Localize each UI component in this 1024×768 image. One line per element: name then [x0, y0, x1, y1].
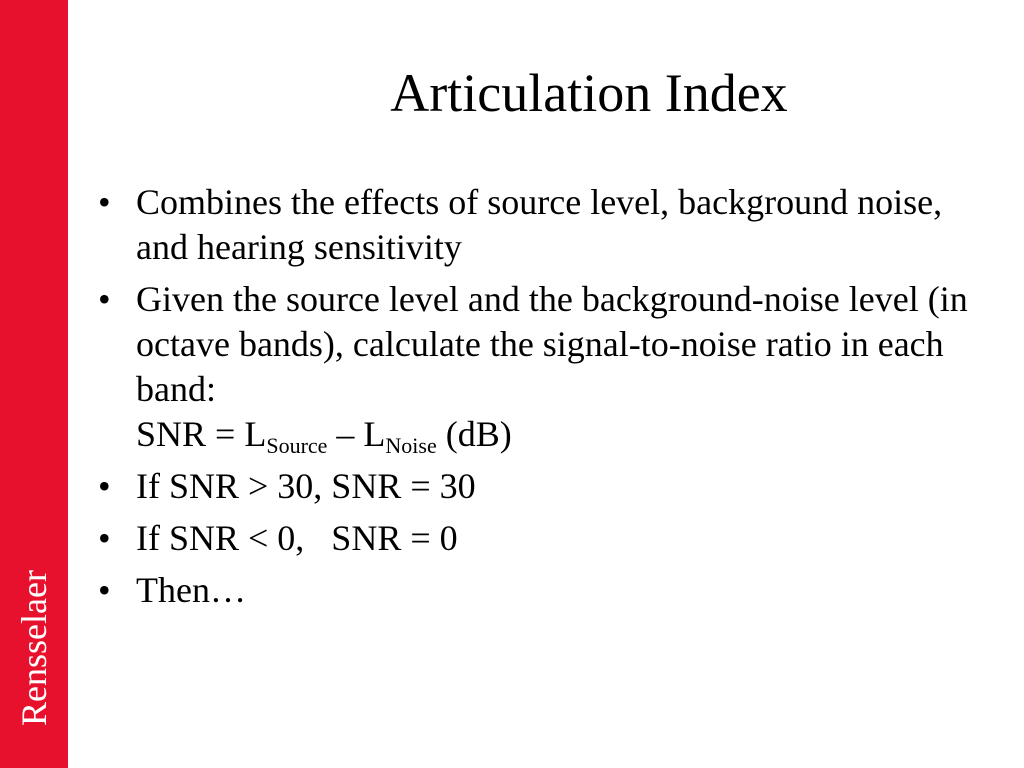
slide-title: Articulation Index	[390, 63, 788, 123]
bullet-item	[98, 464, 998, 509]
brand-sidebar	[0, 0, 68, 768]
bullet-item	[98, 568, 998, 613]
bullet-dot-icon: •	[98, 182, 111, 222]
formula-subscript-source: Source	[266, 433, 328, 458]
snr-formula	[136, 414, 512, 458]
bullet-dot-icon: •	[98, 466, 111, 506]
bullet-item	[98, 277, 998, 457]
bullet-text: Then…	[136, 570, 246, 610]
bullet-dot-icon: •	[98, 518, 111, 558]
bullet-text: If SNR < 0, SNR = 0	[136, 518, 458, 558]
bullet-dot-icon: •	[98, 570, 111, 610]
bullet-item	[98, 180, 998, 270]
bullet-item	[98, 516, 998, 561]
formula-suffix: (dB)	[436, 414, 512, 454]
bullet-dot-icon: •	[98, 279, 111, 319]
bullet-list	[98, 180, 998, 620]
formula-middle: – L	[327, 414, 386, 454]
formula-prefix: SNR = L	[136, 414, 267, 454]
formula-subscript-noise: Noise	[385, 433, 437, 458]
bullet-text: If SNR > 30, SNR = 30	[136, 466, 476, 506]
bullet-text: Combines the effects of source level, background noise, and hearing sensitivity	[136, 182, 943, 267]
bullet-text: Given the source level and the background-noise level (in octave bands), calculate the signal-to-noise ratio in each band:	[136, 279, 968, 409]
brand-label: Rensselaer	[14, 570, 54, 726]
